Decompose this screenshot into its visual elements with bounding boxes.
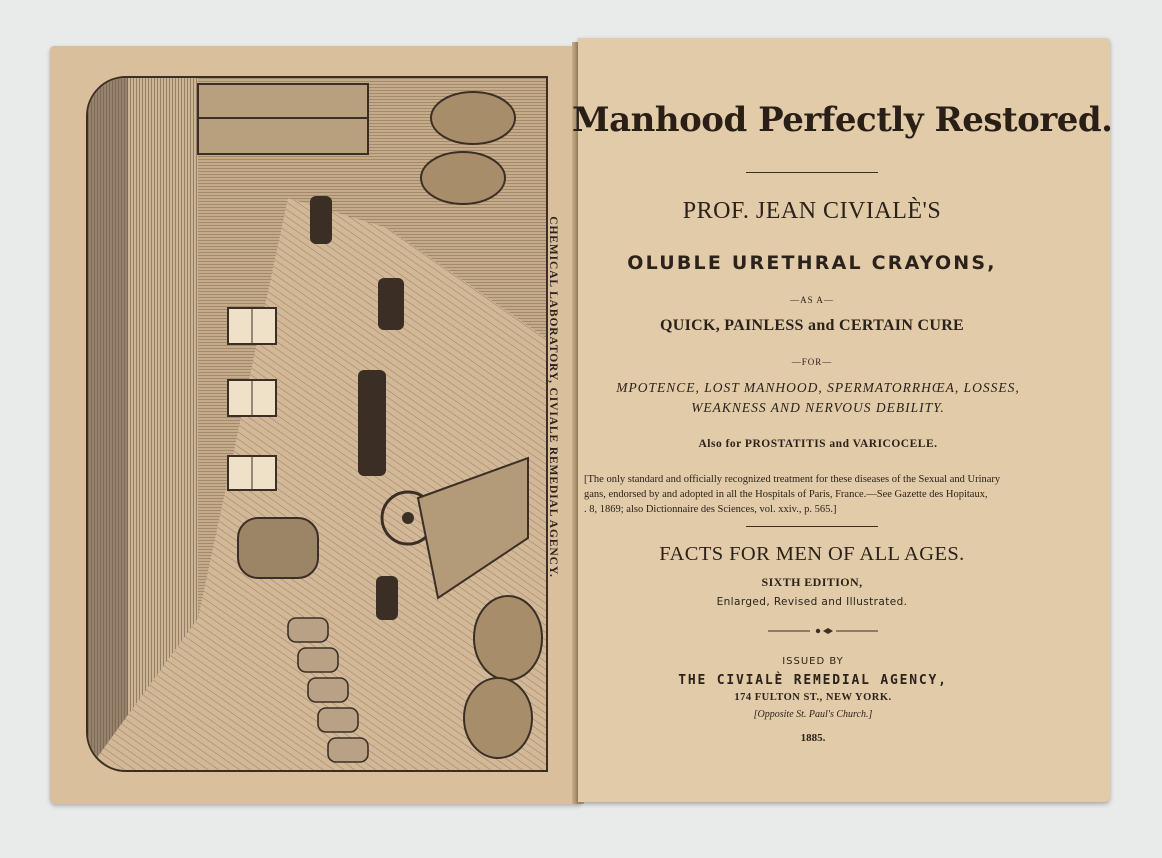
product-name: OLUBLE URETHRAL CRAYONS, bbox=[627, 252, 997, 274]
agency-address: 174 FULTON ST., NEW YORK. bbox=[734, 692, 892, 703]
as-a-separator: —AS A— bbox=[790, 295, 834, 305]
laboratory-illustration bbox=[88, 78, 546, 770]
address-note: [Opposite St. Paul's Church.] bbox=[753, 709, 873, 720]
cure-line: QUICK, PAINLESS and CERTAIN CURE bbox=[659, 317, 965, 334]
open-booklet bbox=[50, 38, 1113, 806]
facts-rule bbox=[746, 526, 878, 527]
as-a-text: AS A bbox=[800, 295, 824, 305]
right-page bbox=[572, 38, 1113, 802]
caption-text: CHEMICAL LABORATORY, CIVIALE REMEDIAL AGENCY. bbox=[547, 216, 559, 578]
facts-heading: FACTS FOR MEN OF ALL AGES. bbox=[659, 543, 965, 565]
left-page bbox=[50, 46, 580, 804]
publication-year: 1885. bbox=[800, 732, 826, 744]
author-line: PROF. JEAN CIVIALÈ'S bbox=[682, 198, 942, 224]
agency-name: THE CIVIALÈ REMEDIAL AGENCY, bbox=[678, 673, 948, 688]
also-for-line: Also for PROSTATITIS and VARICOCELE. bbox=[698, 438, 938, 450]
engraving-caption bbox=[538, 106, 568, 706]
laboratory-engraving bbox=[86, 76, 548, 772]
conditions-line-1: MPOTENCE, LOST MANHOOD, SPERMATORRHŒA, LOSSES, bbox=[616, 380, 1020, 395]
for-separator: —FOR— bbox=[791, 357, 833, 367]
note-line-2: gans, endorsed by and adopted in all the Hospitals of Paris, France.—See Gazette des Hopitaux, bbox=[584, 489, 988, 500]
title-page-content bbox=[572, 38, 1113, 802]
page-title: Manhood Perfectly Restored. bbox=[572, 100, 1113, 140]
conditions-line-2: WEAKNESS AND NERVOUS DEBILITY. bbox=[691, 400, 945, 415]
issued-by: ISSUED BY bbox=[782, 656, 844, 667]
edition-line: SIXTH EDITION, bbox=[761, 575, 863, 589]
note-line-3: . 8, 1869; also Dictionnaire des Sciences, vol. xxiv., p. 565.] bbox=[584, 504, 837, 515]
title-rule bbox=[746, 172, 878, 173]
ornament-divider bbox=[768, 626, 878, 636]
note-line-1: [The only standard and officially recognized treatment for these diseases of the Sexual and Urinary bbox=[584, 474, 1001, 485]
for-text: FOR bbox=[801, 357, 823, 367]
enlarged-line: Enlarged, Revised and Illustrated. bbox=[716, 596, 908, 608]
